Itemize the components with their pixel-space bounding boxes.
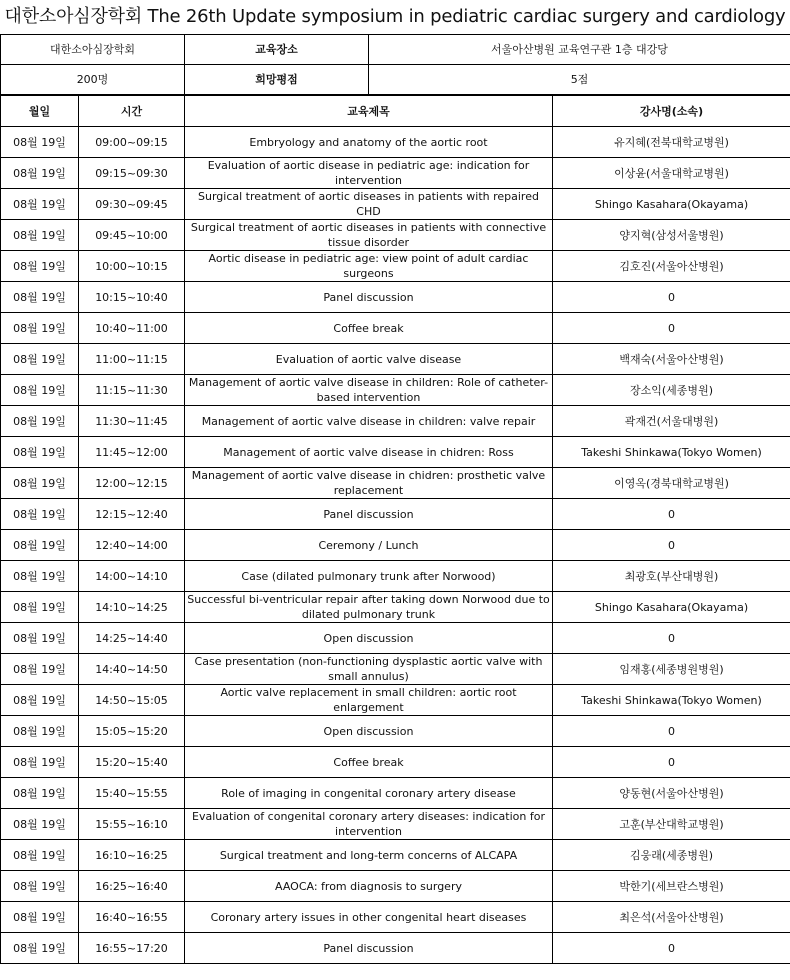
subject-cell: Panel discussion	[185, 282, 553, 313]
table-row	[1, 437, 790, 468]
time-cell: 12:00~12:15	[79, 468, 185, 499]
table-row	[1, 127, 790, 158]
subject-cell: Evaluation of aortic valve disease	[185, 344, 553, 375]
lecturer-cell: 최광호(부산대병원)	[553, 561, 790, 592]
header-lecturer: 강사명(소속)	[553, 96, 790, 127]
subject-cell: Coffee break	[185, 313, 553, 344]
date-cell: 08월 19일	[1, 654, 79, 685]
time-cell: 16:25~16:40	[79, 871, 185, 902]
table-row	[1, 468, 790, 499]
subject-cell: Embryology and anatomy of the aortic root	[185, 127, 553, 158]
time-cell: 14:40~14:50	[79, 654, 185, 685]
lecturer-cell: Takeshi Shinkawa(Tokyo Women)	[553, 685, 790, 716]
lecturer-cell: 양지혁(삼성서울병원)	[553, 220, 790, 251]
subject-cell: Aortic valve replacement in small children: aortic root enlargement	[185, 685, 553, 716]
subject-cell: Role of imaging in congenital coronary artery disease	[185, 778, 553, 809]
time-cell: 14:00~14:10	[79, 561, 185, 592]
venue-value: 서울아산병원 교육연구관 1층 대강당	[369, 35, 790, 65]
lecturer-cell: Shingo Kasahara(Okayama)	[553, 189, 790, 220]
schedule-table	[0, 95, 790, 964]
time-cell: 14:50~15:05	[79, 685, 185, 716]
time-cell: 10:15~10:40	[79, 282, 185, 313]
schedule-body	[1, 127, 790, 964]
time-cell: 10:00~10:15	[79, 251, 185, 282]
time-cell: 11:15~11:30	[79, 375, 185, 406]
table-row	[1, 747, 790, 778]
subject-cell: Case (dilated pulmonary trunk after Norwood)	[185, 561, 553, 592]
subject-cell: Coronary artery issues in other congenital heart diseases	[185, 902, 553, 933]
time-cell: 09:15~09:30	[79, 158, 185, 189]
time-cell: 16:40~16:55	[79, 902, 185, 933]
date-cell: 08월 19일	[1, 282, 79, 313]
info-row-venue	[1, 35, 790, 65]
date-cell: 08월 19일	[1, 747, 79, 778]
time-cell: 09:00~09:15	[79, 127, 185, 158]
subject-cell: Ceremony / Lunch	[185, 530, 553, 561]
subject-cell: Surgical treatment and long-term concerns of ALCAPA	[185, 840, 553, 871]
subject-cell: Successful bi-ventricular repair after taking down Norwood due to dilated pulmonary trunk	[185, 592, 553, 623]
lecturer-cell: Takeshi Shinkawa(Tokyo Women)	[553, 437, 790, 468]
subject-cell: Case presentation (non-functioning dysplastic aortic valve with small annulus)	[185, 654, 553, 685]
time-cell: 10:40~11:00	[79, 313, 185, 344]
lecturer-cell: 0	[553, 530, 790, 561]
table-row	[1, 530, 790, 561]
lecturer-cell: 최은석(서울아산병원)	[553, 902, 790, 933]
date-cell: 08월 19일	[1, 220, 79, 251]
venue-label: 교육장소	[185, 35, 369, 65]
time-cell: 11:00~11:15	[79, 344, 185, 375]
lecturer-cell: 임재홍(세종병원병원)	[553, 654, 790, 685]
organizer-value: 대한소아심장학회	[1, 35, 185, 65]
lecturer-cell: Shingo Kasahara(Okayama)	[553, 592, 790, 623]
table-row	[1, 654, 790, 685]
subject-cell: Panel discussion	[185, 933, 553, 964]
date-cell: 08월 19일	[1, 375, 79, 406]
subject-cell: Evaluation of congenital coronary artery diseases: indication for intervention	[185, 809, 553, 840]
table-row	[1, 499, 790, 530]
subject-cell: Open discussion	[185, 716, 553, 747]
table-row	[1, 592, 790, 623]
date-cell: 08월 19일	[1, 871, 79, 902]
date-cell: 08월 19일	[1, 933, 79, 964]
time-cell: 16:55~17:20	[79, 933, 185, 964]
lecturer-cell: 유지혜(전북대학교병원)	[553, 127, 790, 158]
time-cell: 16:10~16:25	[79, 840, 185, 871]
date-cell: 08월 19일	[1, 251, 79, 282]
lecturer-cell: 고훈(부산대학교병원)	[553, 809, 790, 840]
table-row	[1, 375, 790, 406]
table-row	[1, 344, 790, 375]
table-row	[1, 313, 790, 344]
lecturer-cell: 박한기(세브란스병원)	[553, 871, 790, 902]
table-row	[1, 685, 790, 716]
date-cell: 08월 19일	[1, 778, 79, 809]
lecturer-cell: 0	[553, 313, 790, 344]
subject-cell: Surgical treatment of aortic diseases in patients with connective tissue disorder	[185, 220, 553, 251]
date-cell: 08월 19일	[1, 592, 79, 623]
table-row	[1, 871, 790, 902]
date-cell: 08월 19일	[1, 158, 79, 189]
date-cell: 08월 19일	[1, 437, 79, 468]
lecturer-cell: 이상윤(서울대학교병원)	[553, 158, 790, 189]
table-row	[1, 282, 790, 313]
table-row	[1, 933, 790, 964]
lecturer-cell: 0	[553, 282, 790, 313]
lecturer-cell: 김호진(서울아산병원)	[553, 251, 790, 282]
rating-value: 5점	[369, 65, 790, 95]
table-row	[1, 251, 790, 282]
time-cell: 11:45~12:00	[79, 437, 185, 468]
lecturer-cell: 백재숙(서울아산병원)	[553, 344, 790, 375]
time-cell: 15:05~15:20	[79, 716, 185, 747]
time-cell: 12:15~12:40	[79, 499, 185, 530]
subject-cell: Management of aortic valve disease in chidren: prosthetic valve replacement	[185, 468, 553, 499]
info-row-rating	[1, 65, 790, 95]
lecturer-cell: 0	[553, 716, 790, 747]
time-cell: 09:45~10:00	[79, 220, 185, 251]
table-row	[1, 561, 790, 592]
subject-cell: Management of aortic valve disease in children: valve repair	[185, 406, 553, 437]
header-date: 월일	[1, 96, 79, 127]
time-cell: 12:40~14:00	[79, 530, 185, 561]
date-cell: 08월 19일	[1, 623, 79, 654]
time-cell: 14:25~14:40	[79, 623, 185, 654]
attendees-value: 200명	[1, 65, 185, 95]
table-row	[1, 778, 790, 809]
rating-label: 희망평점	[185, 65, 369, 95]
subject-cell: Surgical treatment of aortic diseases in patients with repaired CHD	[185, 189, 553, 220]
date-cell: 08월 19일	[1, 840, 79, 871]
table-row	[1, 220, 790, 251]
date-cell: 08월 19일	[1, 344, 79, 375]
date-cell: 08월 19일	[1, 902, 79, 933]
date-cell: 08월 19일	[1, 468, 79, 499]
subject-cell: Aortic disease in pediatric age: view point of adult cardiac surgeons	[185, 251, 553, 282]
table-row	[1, 840, 790, 871]
date-cell: 08월 19일	[1, 809, 79, 840]
table-row	[1, 189, 790, 220]
date-cell: 08월 19일	[1, 499, 79, 530]
date-cell: 08월 19일	[1, 561, 79, 592]
info-table	[0, 34, 790, 95]
date-cell: 08월 19일	[1, 716, 79, 747]
lecturer-cell: 이영옥(경북대학교병원)	[553, 468, 790, 499]
subject-cell: Panel discussion	[185, 499, 553, 530]
date-cell: 08월 19일	[1, 127, 79, 158]
header-subject: 교육제목	[185, 96, 553, 127]
header-time: 시간	[79, 96, 185, 127]
time-cell: 15:55~16:10	[79, 809, 185, 840]
table-row	[1, 406, 790, 437]
time-cell: 15:40~15:55	[79, 778, 185, 809]
time-cell: 09:30~09:45	[79, 189, 185, 220]
document-title: 대한소아심장학회 The 26th Update symposium in pediatric cardiac surgery and cardiology	[4, 6, 786, 27]
time-cell: 14:10~14:25	[79, 592, 185, 623]
subject-cell: Evaluation of aortic disease in pediatric age: indication for intervention	[185, 158, 553, 189]
table-row	[1, 809, 790, 840]
date-cell: 08월 19일	[1, 313, 79, 344]
lecturer-cell: 양동현(서울아산병원)	[553, 778, 790, 809]
time-cell: 11:30~11:45	[79, 406, 185, 437]
date-cell: 08월 19일	[1, 189, 79, 220]
lecturer-cell: 0	[553, 933, 790, 964]
lecturer-cell: 0	[553, 623, 790, 654]
date-cell: 08월 19일	[1, 406, 79, 437]
subject-cell: Open discussion	[185, 623, 553, 654]
table-row	[1, 623, 790, 654]
table-row	[1, 158, 790, 189]
lecturer-cell: 0	[553, 499, 790, 530]
table-row	[1, 902, 790, 933]
date-cell: 08월 19일	[1, 530, 79, 561]
subject-cell: AAOCA: from diagnosis to surgery	[185, 871, 553, 902]
table-row	[1, 716, 790, 747]
lecturer-cell: 곽재건(서울대병원)	[553, 406, 790, 437]
time-cell: 15:20~15:40	[79, 747, 185, 778]
schedule-header-row	[1, 96, 790, 127]
subject-cell: Coffee break	[185, 747, 553, 778]
lecturer-cell: 김웅래(세종병원)	[553, 840, 790, 871]
subject-cell: Management of aortic valve disease in chidren: Ross	[185, 437, 553, 468]
subject-cell: Management of aortic valve disease in children: Role of catheter-based intervention	[185, 375, 553, 406]
lecturer-cell: 0	[553, 747, 790, 778]
lecturer-cell: 장소익(세종병원)	[553, 375, 790, 406]
date-cell: 08월 19일	[1, 685, 79, 716]
